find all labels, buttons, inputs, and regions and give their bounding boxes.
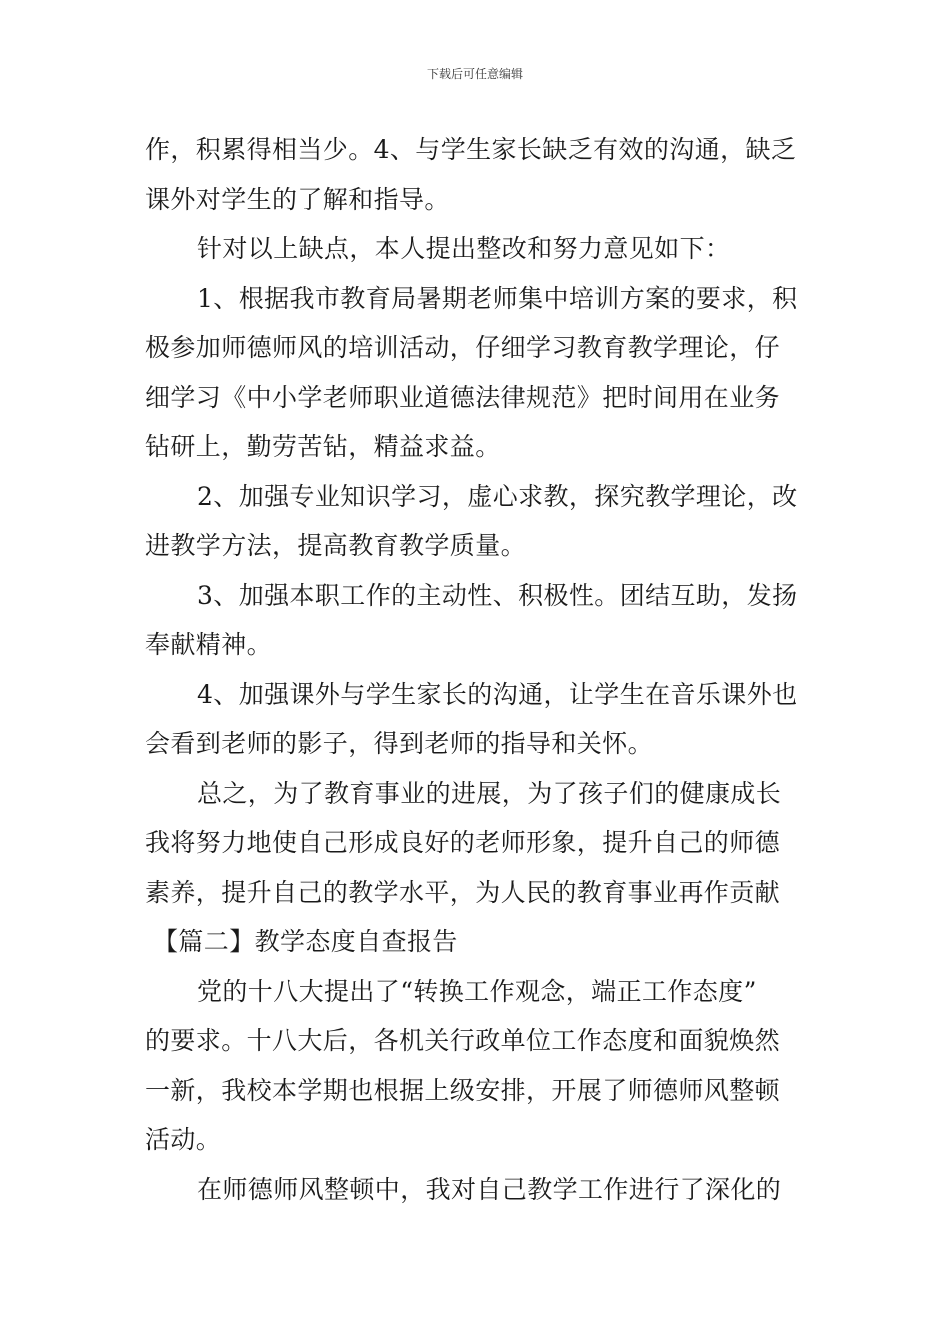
- text-line: 2、加强专业知识学习，虚心求教，探究教学理论，改: [197, 481, 798, 511]
- text-line: 作，积累得相当少。4、与学生家长缺乏有效的沟通，缺乏: [145, 135, 797, 164]
- text-line: 奉献精神。: [145, 630, 273, 659]
- text-line: 极参加师德师风的培训活动，仔细学习教育教学理论，仔: [145, 333, 781, 362]
- section-heading: 【篇二】教学态度自查报告: [153, 927, 458, 956]
- text-line: 总之，为了教育事业的进展，为了孩子们的健康成长: [197, 778, 782, 808]
- text-line: 4、加强课外与学生家长的沟通，让学生在音乐课外也: [197, 679, 798, 709]
- text-line: 活动。: [145, 1125, 222, 1154]
- text-line: 钻研上，勤劳苦钻，精益求益。: [145, 432, 501, 461]
- page-header-note: 下载后可任意编辑: [426, 67, 523, 81]
- text-line: 我将努力地使自己形成良好的老师形象，提升自己的师德: [145, 828, 781, 857]
- text-line: 党的十八大提出了“转换工作观念，端正工作态度”: [197, 976, 757, 1006]
- text-line: 素养，提升自己的教学水平，为人民的教育事业再作贡献: [145, 877, 781, 907]
- text-line: 在师德师风整顿中，我对自己教学工作进行了深化的: [197, 1174, 782, 1204]
- text-line: 3、加强本职工作的主动性、积极性。团结互助，发扬: [197, 580, 798, 610]
- text-line: 会看到老师的影子，得到老师的指导和关怀。: [145, 729, 654, 758]
- text-line: 针对以上缺点，本人提出整改和努力意见如下：: [197, 234, 731, 263]
- text-line: 细学习《中小学老师职业道德法律规范》把时间用在业务: [145, 382, 781, 412]
- text-line: 一新，我校本学期也根据上级安排，开展了师德师风整顿: [145, 1075, 781, 1105]
- text-line: 1、根据我市教育局暑期老师集中培训方案的要求，积: [197, 283, 798, 313]
- document-body: [145, 125, 805, 1214]
- text-line: 课外对学生的了解和指导。: [145, 184, 450, 214]
- text-line: 的要求。十八大后，各机关行政单位工作态度和面貌焕然: [145, 1026, 781, 1055]
- text-line: 进教学方法，提高教育教学质量。: [145, 531, 527, 560]
